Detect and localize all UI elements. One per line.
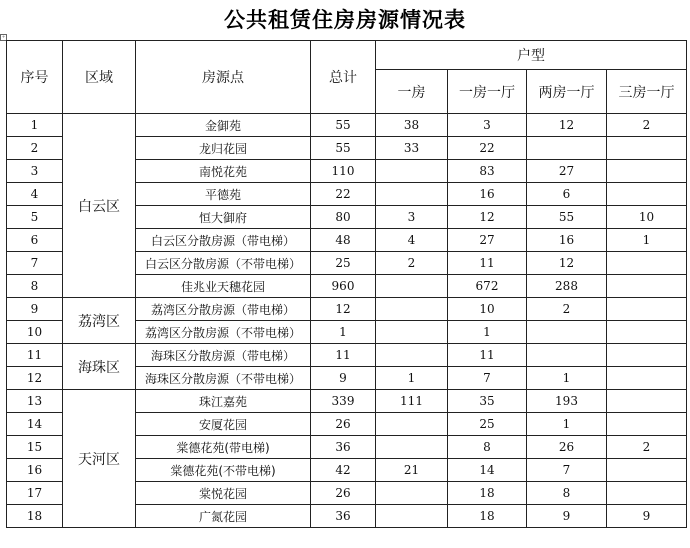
cell-one-room [376,436,448,459]
cell-three-room-one-hall [607,344,687,367]
header-total: 总计 [311,41,376,114]
cell-one-room: 4 [376,229,448,252]
cell-one-room-one-hall: 35 [448,390,527,413]
cell-two-room-one-hall: 26 [527,436,607,459]
cell-one-room-one-hall: 22 [448,137,527,160]
cell-one-room-one-hall: 10 [448,298,527,321]
cell-one-room-one-hall: 25 [448,413,527,436]
cell-source: 海珠区分散房源（不带电梯） [136,367,311,390]
cell-three-room-one-hall [607,160,687,183]
cell-three-room-one-hall [607,390,687,413]
header-type-2: 一房一厅 [448,70,527,114]
cell-one-room: 2 [376,252,448,275]
cell-seq: 5 [7,206,63,229]
cell-one-room-one-hall: 27 [448,229,527,252]
cell-two-room-one-hall [527,137,607,160]
cell-one-room-one-hall: 16 [448,183,527,206]
cell-one-room [376,160,448,183]
cell-source: 棠悦花园 [136,482,311,505]
cell-one-room [376,344,448,367]
cell-seq: 4 [7,183,63,206]
cell-region: 天河区 [63,390,136,528]
cell-total: 110 [311,160,376,183]
cell-seq: 16 [7,459,63,482]
cell-one-room-one-hall: 11 [448,252,527,275]
cell-one-room [376,183,448,206]
cell-three-room-one-hall [607,183,687,206]
cell-one-room-one-hall: 14 [448,459,527,482]
header-type-4: 三房一厅 [607,70,687,114]
cell-source: 龙归花园 [136,137,311,160]
cell-two-room-one-hall: 2 [527,298,607,321]
cell-total: 55 [311,114,376,137]
cell-source: 南悦花苑 [136,160,311,183]
cell-one-room-one-hall: 672 [448,275,527,298]
cell-three-room-one-hall: 2 [607,114,687,137]
cell-total: 48 [311,229,376,252]
cell-source: 白云区分散房源（不带电梯） [136,252,311,275]
cell-total: 36 [311,505,376,528]
cell-two-room-one-hall: 1 [527,367,607,390]
cell-seq: 13 [7,390,63,413]
cell-total: 42 [311,459,376,482]
cell-two-room-one-hall [527,321,607,344]
cell-one-room-one-hall: 3 [448,114,527,137]
table-row [7,344,687,367]
cell-two-room-one-hall: 193 [527,390,607,413]
cell-two-room-one-hall: 9 [527,505,607,528]
cell-three-room-one-hall [607,459,687,482]
cell-one-room: 3 [376,206,448,229]
housing-table [6,40,687,528]
cell-seq: 1 [7,114,63,137]
cell-seq: 15 [7,436,63,459]
cell-one-room [376,482,448,505]
cell-one-room-one-hall: 8 [448,436,527,459]
cell-three-room-one-hall: 2 [607,436,687,459]
table-row [7,390,687,413]
cell-one-room: 21 [376,459,448,482]
cell-two-room-one-hall: 55 [527,206,607,229]
cell-seq: 9 [7,298,63,321]
cell-region: 白云区 [63,114,136,298]
cell-two-room-one-hall: 7 [527,459,607,482]
table-anchor-icon: + [1,34,6,39]
cell-three-room-one-hall [607,482,687,505]
cell-total: 339 [311,390,376,413]
cell-two-room-one-hall: 288 [527,275,607,298]
cell-one-room-one-hall: 18 [448,505,527,528]
header-row [7,41,687,70]
cell-source: 白云区分散房源（带电梯） [136,229,311,252]
table-row [7,114,687,137]
cell-total: 12 [311,298,376,321]
cell-three-room-one-hall [607,367,687,390]
header-region: 区域 [63,41,136,114]
header-seq: 序号 [7,41,63,114]
cell-seq: 7 [7,252,63,275]
cell-one-room: 111 [376,390,448,413]
cell-seq: 8 [7,275,63,298]
cell-two-room-one-hall: 6 [527,183,607,206]
cell-seq: 3 [7,160,63,183]
cell-two-room-one-hall: 27 [527,160,607,183]
cell-total: 36 [311,436,376,459]
cell-seq: 2 [7,137,63,160]
table-row [7,298,687,321]
cell-one-room: 33 [376,137,448,160]
cell-three-room-one-hall: 9 [607,505,687,528]
cell-one-room-one-hall: 83 [448,160,527,183]
cell-region: 荔湾区 [63,298,136,344]
cell-total: 26 [311,482,376,505]
cell-one-room [376,275,448,298]
cell-source: 安厦花园 [136,413,311,436]
cell-three-room-one-hall [607,252,687,275]
cell-total: 1 [311,321,376,344]
cell-three-room-one-hall: 10 [607,206,687,229]
cell-source: 海珠区分散房源（带电梯） [136,344,311,367]
cell-one-room: 38 [376,114,448,137]
cell-total: 22 [311,183,376,206]
cell-two-room-one-hall [527,344,607,367]
cell-seq: 18 [7,505,63,528]
cell-source: 平德苑 [136,183,311,206]
cell-total: 80 [311,206,376,229]
cell-total: 25 [311,252,376,275]
cell-three-room-one-hall [607,137,687,160]
cell-source: 荔湾区分散房源（带电梯） [136,298,311,321]
cell-one-room [376,413,448,436]
cell-source: 珠江嘉苑 [136,390,311,413]
cell-seq: 10 [7,321,63,344]
cell-one-room: 1 [376,367,448,390]
cell-source: 荔湾区分散房源（不带电梯） [136,321,311,344]
header-type-3: 两房一厅 [527,70,607,114]
cell-two-room-one-hall: 16 [527,229,607,252]
cell-one-room [376,321,448,344]
cell-three-room-one-hall: 1 [607,229,687,252]
cell-one-room [376,298,448,321]
cell-three-room-one-hall [607,275,687,298]
cell-region: 海珠区 [63,344,136,390]
cell-two-room-one-hall: 12 [527,252,607,275]
cell-one-room-one-hall: 12 [448,206,527,229]
cell-one-room-one-hall: 11 [448,344,527,367]
header-type-1: 一房 [376,70,448,114]
cell-source: 恒大御府 [136,206,311,229]
cell-three-room-one-hall [607,321,687,344]
table-body [7,114,687,528]
cell-source: 棠德花苑(带电梯) [136,436,311,459]
cell-total: 960 [311,275,376,298]
cell-seq: 6 [7,229,63,252]
cell-total: 26 [311,413,376,436]
header-unit-type: 户型 [376,41,687,70]
cell-seq: 11 [7,344,63,367]
cell-seq: 14 [7,413,63,436]
cell-two-room-one-hall: 12 [527,114,607,137]
header-source: 房源点 [136,41,311,114]
cell-one-room-one-hall: 7 [448,367,527,390]
cell-total: 55 [311,137,376,160]
cell-three-room-one-hall [607,413,687,436]
cell-total: 11 [311,344,376,367]
cell-source: 金御苑 [136,114,311,137]
cell-two-room-one-hall: 8 [527,482,607,505]
cell-one-room [376,505,448,528]
cell-one-room-one-hall: 1 [448,321,527,344]
page-title: 公共租赁住房房源情况表 [224,8,466,32]
cell-total: 9 [311,367,376,390]
cell-three-room-one-hall [607,298,687,321]
cell-source: 广氮花园 [136,505,311,528]
cell-seq: 12 [7,367,63,390]
cell-source: 棠德花苑(不带电梯) [136,459,311,482]
cell-one-room-one-hall: 18 [448,482,527,505]
cell-seq: 17 [7,482,63,505]
cell-source: 佳兆业天穗花园 [136,275,311,298]
cell-two-room-one-hall: 1 [527,413,607,436]
